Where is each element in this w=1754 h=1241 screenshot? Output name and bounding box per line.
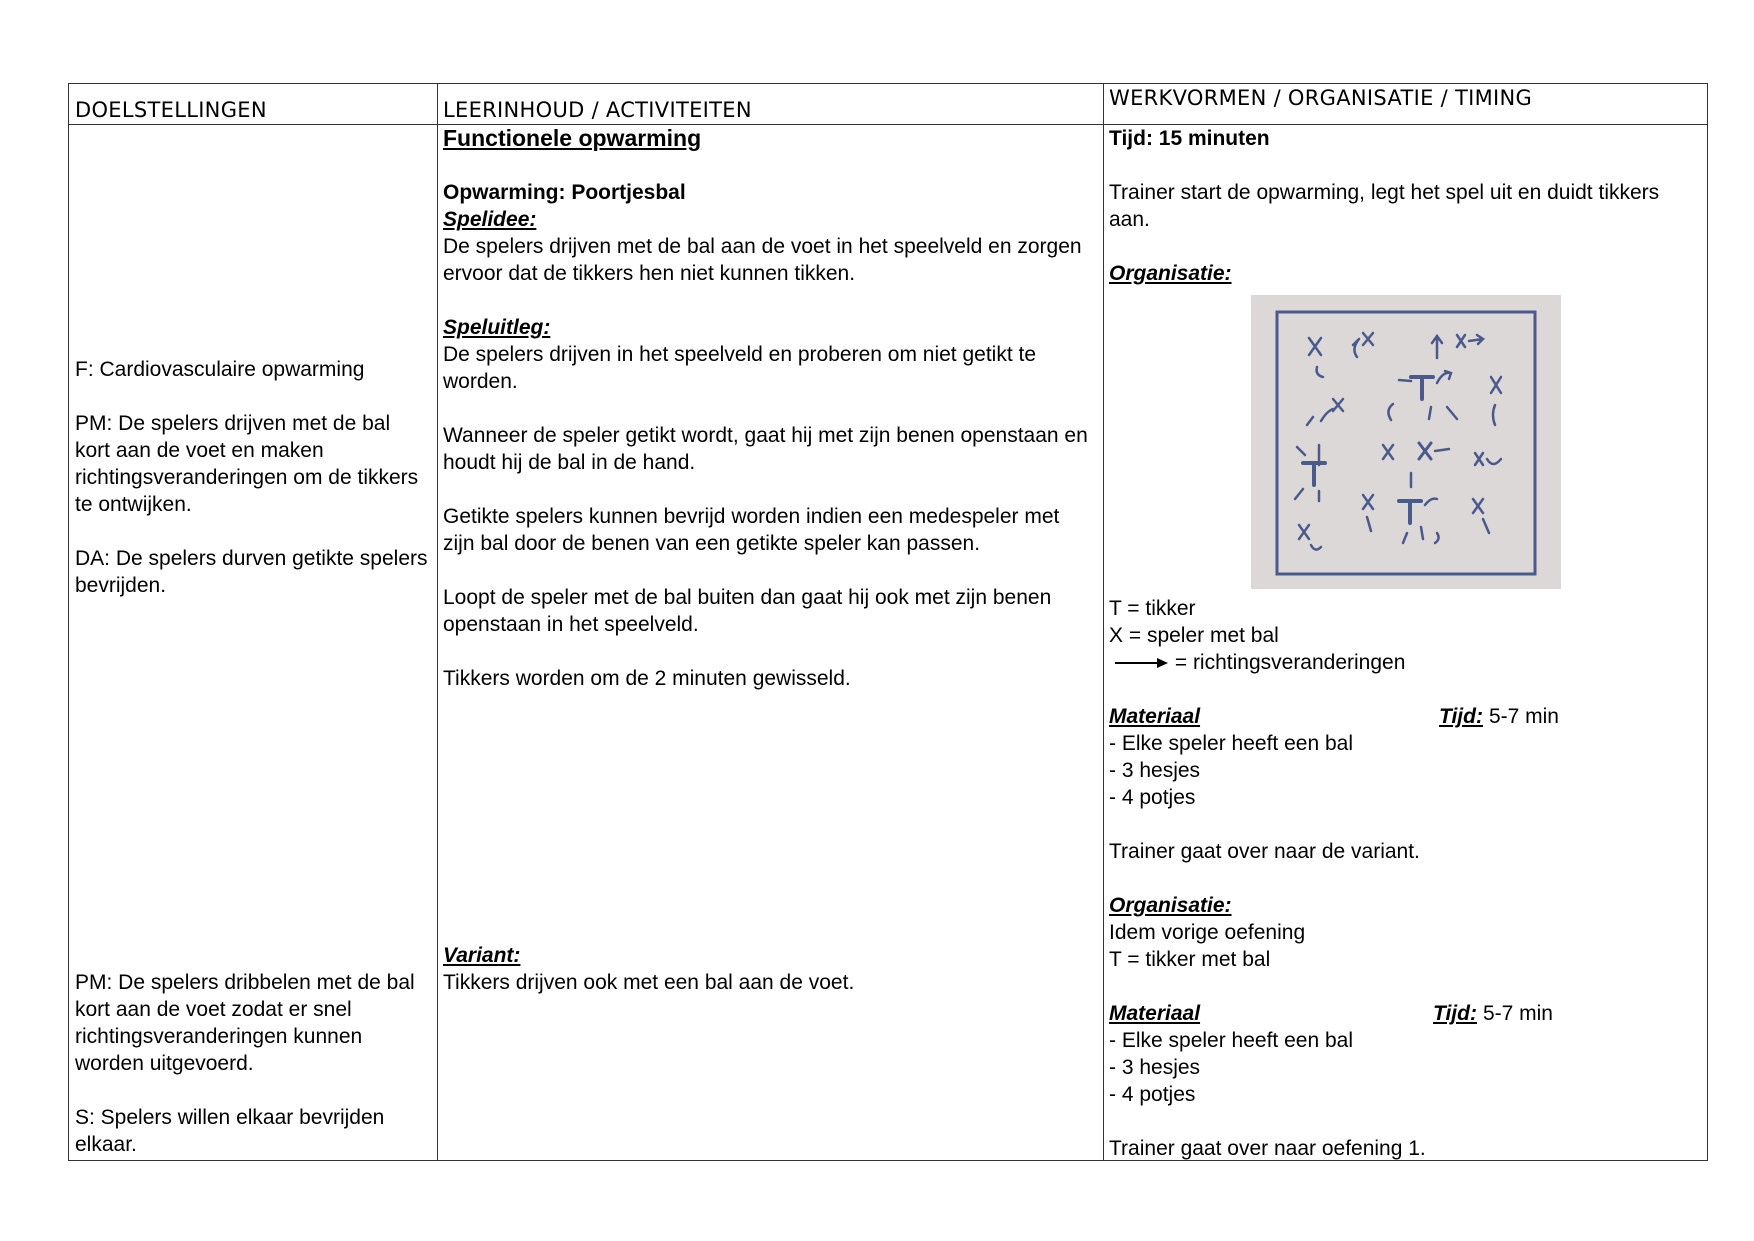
column-divider: [1103, 84, 1104, 1160]
arrow-mark: [1311, 545, 1321, 550]
tijd-value: 5-7 min: [1488, 705, 1559, 728]
material-item: - Elke speler heeft een bal: [1109, 732, 1353, 755]
objectives-block-1: [75, 356, 430, 599]
arrow-mark: [1483, 519, 1489, 533]
header-werkvormen: WERKVORMEN / ORGANISATIE / TIMING: [1109, 86, 1533, 110]
arrow-mark: [1469, 335, 1483, 344]
arrow-mark: [1321, 409, 1333, 421]
arrow-mark: [1353, 339, 1359, 357]
header-leerinhoud: LEERINHOUD / ACTIVITEITEN: [443, 98, 752, 122]
player-x-mark: [1457, 335, 1465, 347]
arrow-mark: [1403, 533, 1407, 543]
arrow-mark: [1295, 489, 1303, 499]
player-x-mark: [1363, 495, 1373, 509]
material-item: - Elke speler heeft een bal: [1109, 1029, 1353, 1052]
organisatie-label: Organisatie:: [1109, 262, 1232, 285]
column-divider: [437, 84, 438, 1160]
arrow-mark: [1421, 527, 1423, 539]
material-item: - 3 hesjes: [1109, 759, 1201, 782]
tijd-value-2: 5-7 min: [1482, 1002, 1553, 1025]
player-x-mark: [1383, 445, 1393, 459]
spelidee-label: Spelidee:: [443, 208, 537, 231]
materiaal-label-2: Materiaal: [1109, 1002, 1201, 1025]
arrow-mark: [1493, 405, 1495, 425]
arrow-mark: [1388, 404, 1393, 420]
objective-s: S: Spelers willen elkaar bevrijden elkaar.: [75, 1106, 385, 1156]
player-x-mark: [1299, 525, 1309, 539]
player-x-mark: [1491, 377, 1501, 393]
arrow-mark: [1437, 371, 1451, 383]
player-x-mark: [1475, 453, 1483, 465]
material-item: - 4 potjes: [1109, 1083, 1196, 1106]
organisation-2-line: Idem vorige oefening: [1109, 921, 1306, 944]
arrow-mark: [1399, 380, 1411, 381]
arrow-mark: [1425, 499, 1437, 505]
variant-text: Tikkers drijven ook met een bal aan de voet.: [443, 971, 855, 994]
materiaal-row: [1109, 703, 1699, 730]
total-time: Tijd: 15 minuten: [1109, 127, 1270, 150]
field-diagram: [1251, 295, 1561, 589]
materiaal-label: Materiaal: [1109, 705, 1201, 728]
objective-da: DA: De spelers durven getikte spelers bevrijden.: [75, 547, 428, 597]
legend-arrow-text: = richtingsveranderingen: [1174, 651, 1406, 674]
game-title: Opwarming: Poortjesbal: [443, 181, 686, 204]
tikker-t-mark: [1399, 501, 1421, 523]
player-x-mark: [1309, 338, 1321, 355]
player-x-mark: [1333, 399, 1343, 411]
organisation-2-line: T = tikker met bal: [1109, 948, 1271, 971]
player-x-mark: [1363, 333, 1373, 345]
arrow-mark: [1487, 459, 1501, 464]
arrow-mark: [1435, 533, 1439, 543]
objective-f: F: Cardiovasculaire opwarming: [75, 358, 365, 381]
arrow-mark: [1367, 517, 1371, 531]
materiaal-row-2: [1109, 1000, 1699, 1027]
player-x-mark: [1419, 443, 1431, 459]
objectives-block-2: [75, 969, 430, 1158]
header-doelstellingen: DOELSTELLINGEN: [75, 98, 267, 122]
section-title: Functionele opwarming: [443, 125, 702, 151]
tikker-t-mark: [1303, 463, 1325, 485]
transition-variant: Trainer gaat over naar de variant.: [1109, 840, 1420, 863]
speluitleg-paragraph: De spelers drijven in het speelveld en proberen om niet getikt te worden.: [443, 343, 1037, 393]
speluitleg-paragraph: Wanneer de speler getikt wordt, gaat hij met zijn benen openstaan en houdt hij de bal in de hand.: [443, 424, 1088, 474]
transition-oefening: Trainer gaat over naar oefening 1.: [1109, 1137, 1426, 1160]
speluitleg-paragraph: Getikte spelers kunnen bevrijd worden indien een medespeler met zijn bal door de benen van een getikte speler kan passen.: [443, 505, 1060, 555]
variant-block: [443, 942, 1093, 996]
trainer-intro: Trainer start de opwarming, legt het spel uit en duidt tikkers aan.: [1109, 181, 1660, 231]
arrow-icon: [1115, 656, 1169, 670]
lesson-table: [68, 83, 1708, 1161]
variant-label: Variant:: [443, 944, 521, 967]
organisatie-label-2: Organisatie:: [1109, 894, 1232, 917]
sketch-marks: [1295, 333, 1501, 550]
field-sketch-image: [1251, 295, 1561, 589]
arrow-mark: [1297, 447, 1305, 455]
spelidee-text: De spelers drijven met de bal aan de voet in het speelveld en zorgen ervoor dat de tikkers hen niet kunnen tikken.: [443, 235, 1082, 285]
tijd-label-2: Tijd:: [1433, 1002, 1477, 1025]
arrow-mark: [1429, 407, 1431, 419]
speluitleg-label: Speluitleg:: [443, 316, 551, 339]
arrow-mark: [1307, 417, 1313, 425]
organisation-content: [1109, 125, 1699, 1162]
speluitleg-paragraph: Loopt de speler met de bal buiten dan gaat hij ook met zijn benen openstaan in het speelveld.: [443, 586, 1052, 636]
arrow-mark: [1435, 449, 1449, 451]
activities-content: [443, 125, 1093, 692]
tijd-label: Tijd:: [1439, 705, 1483, 728]
material-item: - 3 hesjes: [1109, 1056, 1201, 1079]
legend-tikker: T = tikker: [1109, 597, 1196, 620]
arrow-mark: [1317, 367, 1323, 377]
objective-pm: PM: De spelers drijven met de bal kort aan de voet en maken richtingsveranderingen om de tikkers te ontwijken.: [75, 412, 419, 516]
speluitleg-paragraph: Tikkers worden om de 2 minuten gewisseld.: [443, 667, 851, 690]
legend-arrow-row: [1109, 649, 1699, 676]
arrow-mark: [1432, 336, 1442, 358]
objective-pm-2: PM: De spelers dribbelen met de bal kort aan de voet zodat er snel richtingsveranderingen kunnen worden uitgevoerd.: [75, 971, 415, 1075]
legend-speler: X = speler met bal: [1109, 624, 1279, 647]
arrow-mark: [1447, 407, 1457, 419]
player-x-mark: [1473, 499, 1483, 513]
material-item: - 4 potjes: [1109, 786, 1196, 809]
tikker-t-mark: [1411, 377, 1433, 399]
